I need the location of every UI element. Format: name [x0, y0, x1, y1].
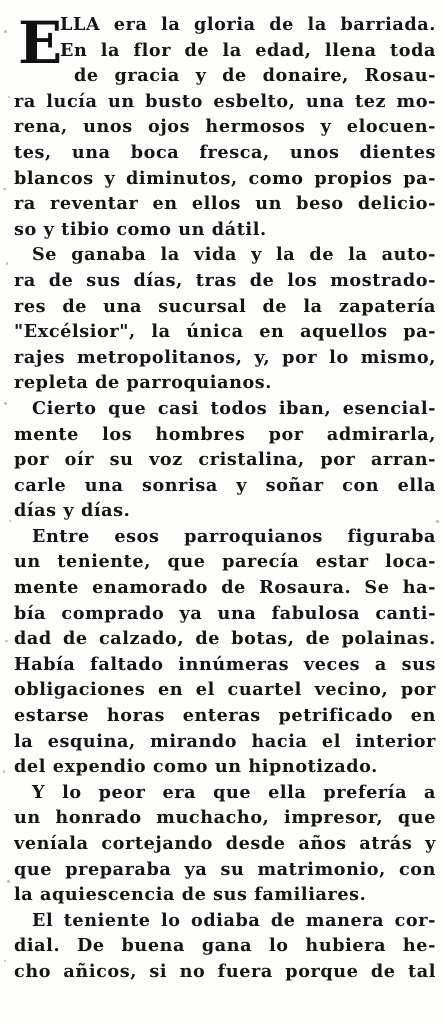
print-speck [4, 30, 7, 33]
text-line: la esquina, mirando hacia el interior [14, 730, 436, 752]
print-speck [5, 640, 8, 642]
text-line: bía comprado ya una fabulosa canti- [14, 602, 436, 624]
text-line: la aquiescencia de sus familiares. [14, 884, 367, 906]
text-line: dial. De buena gana lo hubiera he- [14, 935, 436, 957]
text-line: de gracia y de donaire, Rosau- [74, 65, 436, 87]
text-line: ra de sus días, tras de los mostrado- [14, 269, 436, 291]
text-line: cho añicos, si no fuera porque de tal [14, 960, 436, 982]
text-line: estarse horas enteras petrificado en [14, 705, 436, 727]
text-line: repleta de parroquianos. [14, 372, 273, 394]
text-line: En la flor de la edad, llena toda [60, 39, 436, 61]
paragraph-6 [14, 908, 436, 985]
text-line: Entre esos parroquianos figuraba [32, 525, 436, 547]
print-speck [4, 402, 7, 405]
text-line: rena, unos ojos hermosos y elocuen- [14, 116, 436, 138]
text-line: res de una sucursal de la zapatería [14, 295, 436, 317]
text-line: Se ganaba la vida y la de la auto- [32, 244, 436, 266]
text-line: del expendio como un hipnotizado. [14, 756, 378, 778]
print-speck [9, 520, 11, 522]
text-line: un honrado muchacho, impresor, que [14, 807, 436, 829]
text-line: carle una sonrisa y soñar con ella [14, 474, 436, 496]
text-line: mente enamorado de Rosaura. Se ha- [14, 577, 436, 599]
text-line: días y días. [14, 500, 131, 522]
text-line: ra lucía un busto esbelto, una tez mo- [14, 90, 436, 112]
text-line: blancos y diminutos, como propios pa- [14, 167, 436, 189]
print-speck [3, 188, 6, 190]
print-speck [436, 520, 439, 523]
text-line: Y lo peor era que ella prefería a [32, 781, 436, 803]
article-column [14, 9, 436, 985]
text-line: mente los hombres por admirarla, [14, 423, 436, 445]
text-line: Cierto que casi todos iban, esencial- [32, 397, 436, 419]
text-line: so y tibio como un dátil. [14, 218, 267, 240]
print-speck [8, 96, 10, 98]
text-line: obligaciones en el cuartel vecino, por [14, 679, 436, 701]
print-speck [4, 960, 6, 962]
print-speck [3, 770, 5, 773]
text-line: dad de calzado, de botas, de polainas. [14, 628, 436, 650]
text-line: LLA era la gloria de la barriada. [60, 14, 436, 35]
text-line: un teniente, que parecía estar loca- [14, 551, 436, 573]
text-line: rajes metropolitanos, y, por lo mismo, [14, 346, 436, 368]
text-line: tes, una boca fresca, unos dientes [14, 141, 436, 163]
print-speck [6, 262, 8, 265]
paragraph-1 [14, 9, 436, 242]
text-line: por oír su voz cristalina, por arran- [14, 449, 436, 471]
text-line: "Excélsior", la única en aquellos pa- [14, 321, 436, 343]
text-line: que preparaba ya su matrimonio, con [14, 858, 436, 880]
paragraph-5 [14, 780, 436, 908]
text-line: veníala cortejando desde años atrás y [14, 833, 436, 854]
paragraph-2 [14, 242, 436, 396]
text-line: El teniente lo odiaba de manera cor- [32, 909, 436, 931]
text-line: Había faltado innúmeras veces a sus [14, 653, 436, 675]
print-speck [7, 880, 10, 883]
paragraph-4 [14, 524, 436, 780]
drop-cap: E [18, 9, 63, 77]
text-line: ra reventar en ellos un beso delicio- [14, 193, 436, 215]
paragraph-3 [14, 396, 436, 524]
